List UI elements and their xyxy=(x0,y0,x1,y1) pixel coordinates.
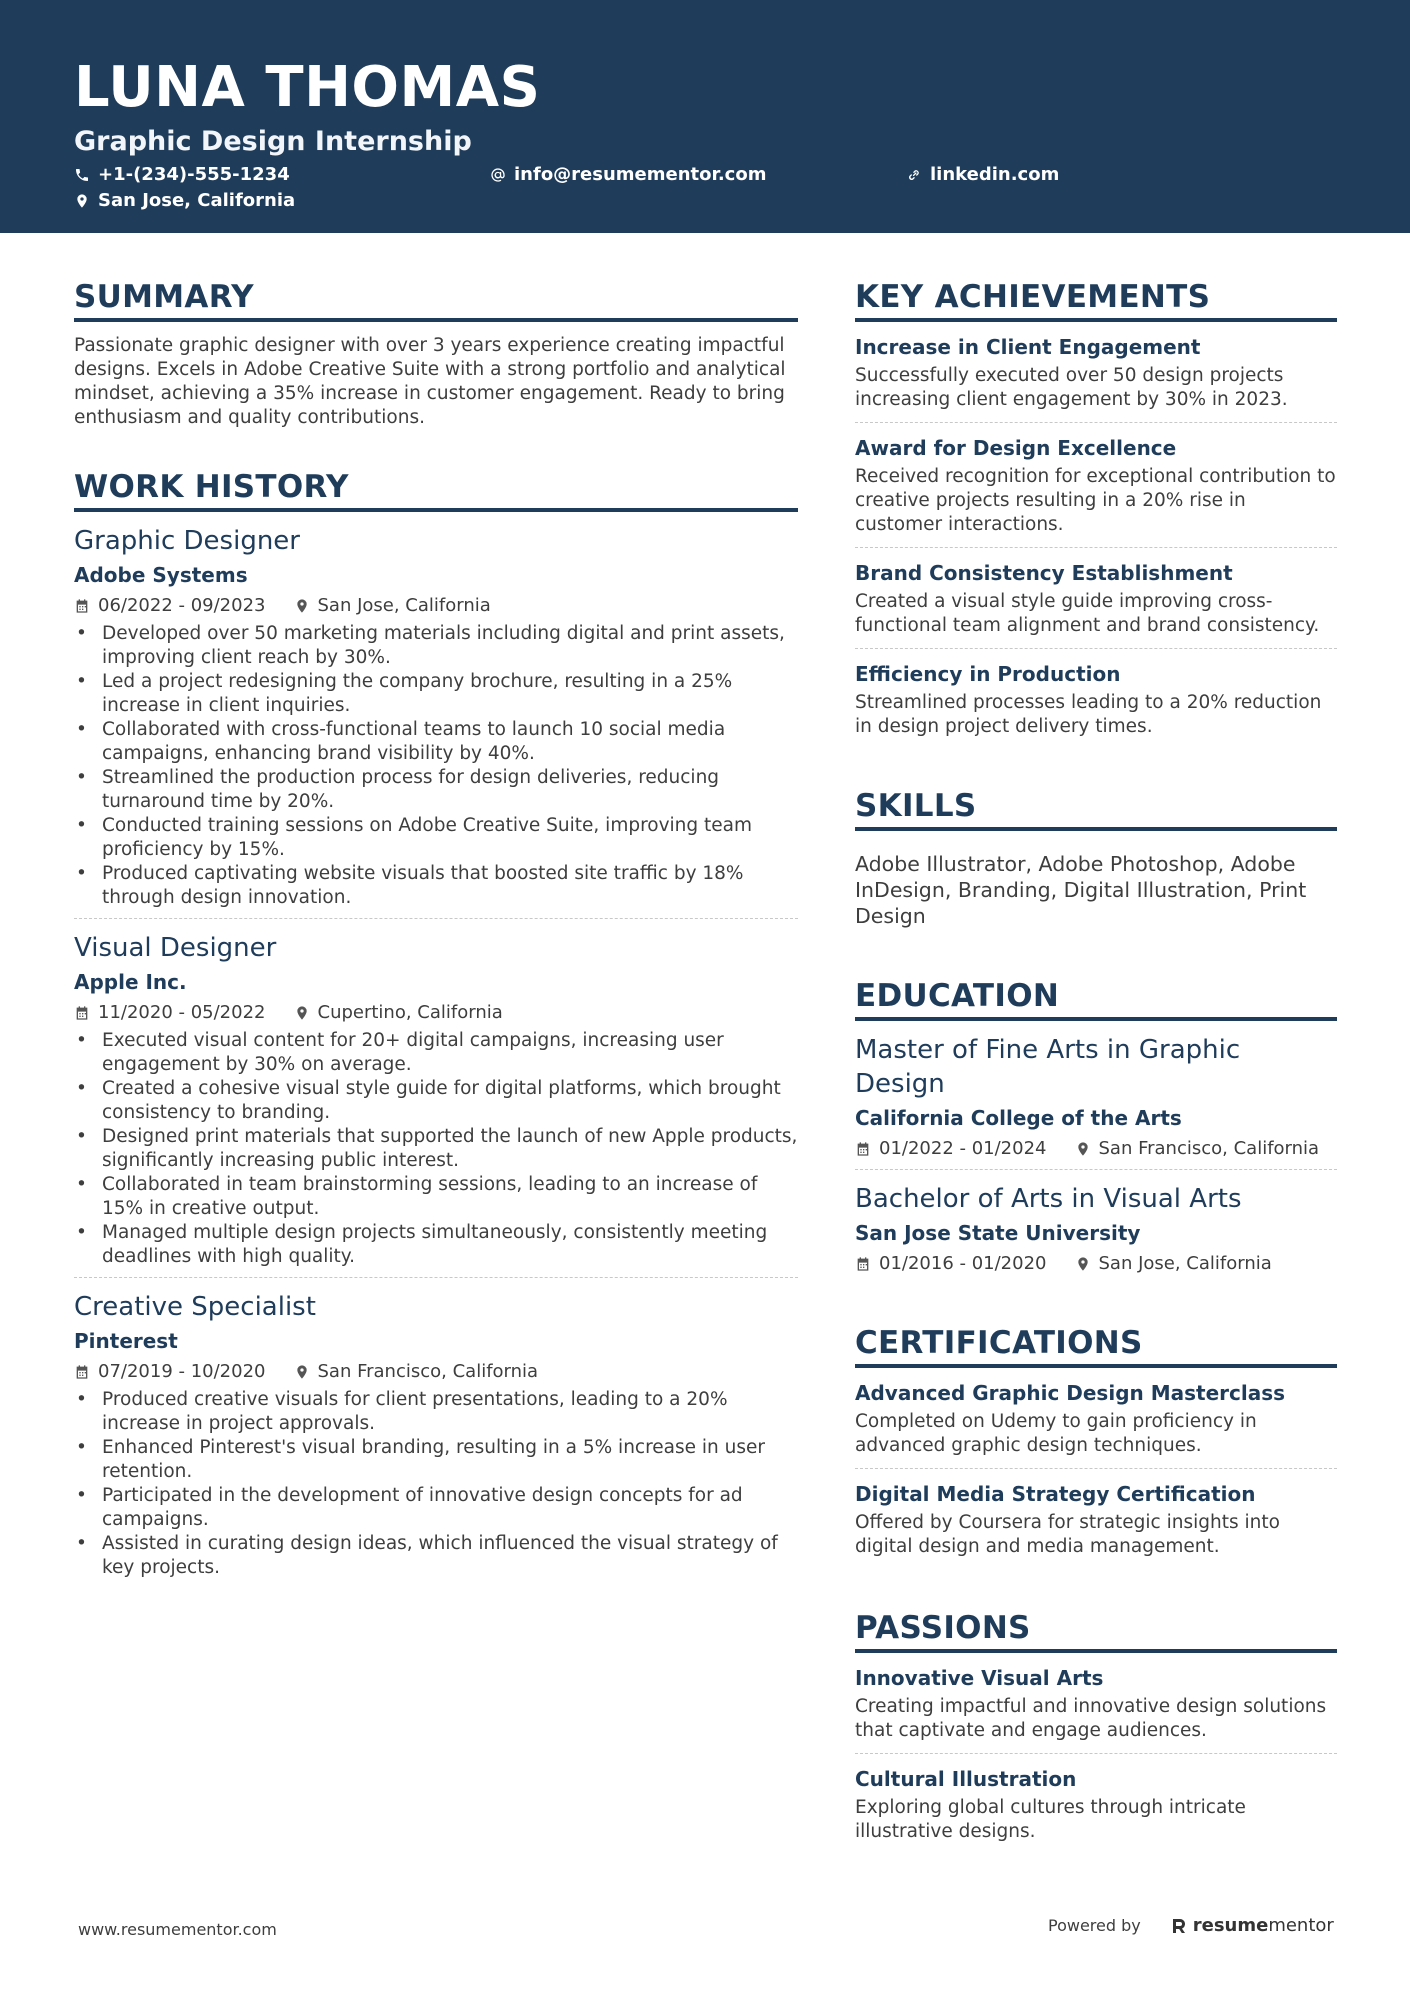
job-title: Creative Specialist xyxy=(74,1292,316,1322)
job-entry xyxy=(74,918,798,1277)
education-item xyxy=(855,1021,1337,1169)
passions-heading: PASSIONS xyxy=(855,1609,1337,1653)
calendar-icon xyxy=(74,1005,90,1021)
passion-desc: Exploring global cultures through intricate illustrative designs. xyxy=(855,1797,1246,1842)
list-item: • Designed print materials that supported the launch of new Apple products, significantly increasing public interest. xyxy=(74,1125,798,1173)
footer-branding xyxy=(1048,1915,1334,1936)
certification-item xyxy=(855,1368,1337,1468)
job-bullets xyxy=(74,1388,798,1580)
link-icon xyxy=(906,167,922,183)
location-pin-icon xyxy=(294,1005,310,1021)
certification-item xyxy=(855,1468,1337,1569)
list-item: • Produced creative visuals for client presentations, leading to a 20% increase in project approvals. xyxy=(74,1388,798,1436)
location-pin-icon xyxy=(1075,1256,1091,1272)
footer-website[interactable]: www.resumementor.com xyxy=(78,1920,277,1939)
list-item: • Created a cohesive visual style guide for digital platforms, which brought consistency to branding. xyxy=(74,1077,798,1125)
skills-heading: SKILLS xyxy=(855,787,1337,831)
linkedin-link[interactable]: linkedin.com xyxy=(930,164,1060,185)
right-column xyxy=(855,278,1337,1890)
degree-title: Master of Fine Arts in Graphic Design xyxy=(855,1035,1241,1099)
email-link[interactable]: info@resumementor.com xyxy=(514,164,767,185)
job-dates: 06/2022 - 09/2023 xyxy=(98,595,266,616)
job-entry xyxy=(74,512,798,918)
education-location: San Francisco, California xyxy=(1098,1138,1320,1159)
brand-light: mentor xyxy=(1268,1915,1334,1936)
achievement-item xyxy=(855,422,1337,547)
job-dates: 07/2019 - 10/2020 xyxy=(98,1361,266,1382)
degree-title: Bachelor of Arts in Visual Arts xyxy=(855,1184,1242,1214)
calendar-icon xyxy=(74,598,90,614)
certifications-section xyxy=(855,1324,1337,1569)
location-pin-icon xyxy=(74,193,90,209)
work-history-heading: WORK HISTORY xyxy=(74,468,798,512)
brand-bold: resume xyxy=(1192,1915,1269,1936)
job-meta xyxy=(74,594,798,618)
location-pin-icon xyxy=(294,1364,310,1380)
calendar-icon xyxy=(855,1256,871,1272)
achievement-desc: Received recognition for exceptional contribution to creative projects resulting in a 20% rise in customer interactions. xyxy=(855,466,1336,535)
skills-section xyxy=(855,787,1337,929)
job-dates: 11/2020 - 05/2022 xyxy=(98,1002,266,1023)
resume-header xyxy=(0,0,1410,233)
education-dates: 01/2022 - 01/2024 xyxy=(879,1138,1047,1159)
company-name: Adobe Systems xyxy=(74,563,248,587)
key-achievements-heading: KEY ACHIEVEMENTS xyxy=(855,278,1337,322)
certifications-heading: CERTIFICATIONS xyxy=(855,1324,1337,1368)
list-item: • Assisted in curating design ideas, which influenced the visual strategy of key projects. xyxy=(74,1532,798,1580)
school-name: San Jose State University xyxy=(855,1221,1141,1245)
skills-list: Adobe Illustrator, Adobe Photoshop, Adobe InDesign, Branding, Digital Illustration, Print Design xyxy=(855,852,1307,928)
list-item: • Collaborated in team brainstorming sessions, leading to an increase of 15% in creative output. xyxy=(74,1173,798,1221)
achievement-item xyxy=(855,648,1337,749)
powered-by-label: Powered by xyxy=(1048,1916,1141,1935)
certification-desc: Offered by Coursera for strategic insights into digital design and media management. xyxy=(855,1512,1280,1557)
at-icon xyxy=(490,167,506,183)
list-item: • Developed over 50 marketing materials including digital and print assets, improving client reach by 30%. xyxy=(74,622,798,670)
certification-desc: Completed on Udemy to gain proficiency in advanced graphic design techniques. xyxy=(855,1411,1257,1456)
location-pin-icon xyxy=(294,598,310,614)
candidate-name: LUNA THOMAS xyxy=(74,55,541,120)
achievement-title: Efficiency in Production xyxy=(855,662,1121,686)
job-title: Graphic Designer xyxy=(74,526,300,556)
job-title: Visual Designer xyxy=(74,933,277,963)
summary-heading: SUMMARY xyxy=(74,278,798,322)
achievement-title: Brand Consistency Establishment xyxy=(855,561,1233,585)
certification-title: Digital Media Strategy Certification xyxy=(855,1482,1256,1506)
education-heading: EDUCATION xyxy=(855,977,1337,1021)
location-text: San Jose, California xyxy=(98,190,296,211)
achievement-item xyxy=(855,547,1337,648)
job-bullets xyxy=(74,622,798,910)
brand-logo-icon xyxy=(1171,1917,1187,1935)
location-pin-icon xyxy=(1075,1141,1091,1157)
contact-location xyxy=(74,190,295,211)
achievement-title: Increase in Client Engagement xyxy=(855,335,1201,359)
passion-item xyxy=(855,1753,1337,1854)
education-location: San Jose, California xyxy=(1098,1253,1272,1274)
certification-title: Advanced Graphic Design Masterclass xyxy=(855,1381,1286,1405)
list-item: • Enhanced Pinterest's visual branding, resulting in a 5% increase in user retention. xyxy=(74,1436,798,1484)
job-location: San Francisco, California xyxy=(317,1361,539,1382)
list-item: • Produced captivating website visuals that boosted site traffic by 18% through design innovation. xyxy=(74,862,798,910)
list-item: • Conducted training sessions on Adobe Creative Suite, improving team proficiency by 15%. xyxy=(74,814,798,862)
work-history-section xyxy=(74,468,798,1588)
phone-text: +1-(234)-555-1234 xyxy=(98,164,290,185)
list-item: • Executed visual content for 20+ digital campaigns, increasing user engagement by 30% on average. xyxy=(74,1029,798,1077)
candidate-title: Graphic Design Internship xyxy=(74,126,472,157)
passions-section xyxy=(855,1609,1337,1854)
passion-desc: Creating impactful and innovative design solutions that captivate and engage audiences. xyxy=(855,1696,1327,1741)
brand-logo[interactable] xyxy=(1171,1915,1334,1936)
education-section xyxy=(855,977,1337,1284)
job-bullets xyxy=(74,1029,798,1269)
calendar-icon xyxy=(855,1141,871,1157)
education-item xyxy=(855,1169,1337,1284)
job-entry xyxy=(74,1277,798,1588)
list-item: • Managed multiple design projects simultaneously, consistently meeting deadlines with high quality. xyxy=(74,1221,798,1269)
job-meta xyxy=(74,1360,798,1384)
achievement-desc: Created a visual style guide improving cross-functional team alignment and brand consistency. xyxy=(855,591,1320,636)
achievement-desc: Streamlined processes leading to a 20% reduction in design project delivery times. xyxy=(855,692,1322,737)
list-item: • Participated in the development of innovative design concepts for ad campaigns. xyxy=(74,1484,798,1532)
passion-title: Cultural Illustration xyxy=(855,1767,1077,1791)
achievement-item xyxy=(855,322,1337,422)
job-location: Cupertino, California xyxy=(317,1002,503,1023)
key-achievements-section xyxy=(855,278,1337,749)
summary-section xyxy=(74,278,798,430)
summary-text: Passionate graphic designer with over 3 years experience creating impactful designs. Excels in Adobe Creative Suite with a strong portfolio and analytical mindset, achieving a 35% increase in customer engagement. Ready to bring enthusiasm and quality contributions. xyxy=(74,335,786,428)
contact-phone xyxy=(74,164,290,185)
achievement-desc: Successfully executed over 50 design projects increasing client engagement by 30% in 2023. xyxy=(855,365,1288,410)
left-column xyxy=(74,278,798,1624)
company-name: Pinterest xyxy=(74,1329,178,1353)
contact-email[interactable] xyxy=(490,164,766,185)
calendar-icon xyxy=(74,1364,90,1380)
list-item: • Streamlined the production process for design deliveries, reducing turnaround time by 20%. xyxy=(74,766,798,814)
passion-title: Innovative Visual Arts xyxy=(855,1666,1104,1690)
school-name: California College of the Arts xyxy=(855,1106,1182,1130)
list-item: • Collaborated with cross-functional teams to launch 10 social media campaigns, enhancing brand visibility by 40%. xyxy=(74,718,798,766)
phone-icon xyxy=(74,167,90,183)
job-location: San Jose, California xyxy=(317,595,491,616)
job-meta xyxy=(74,1001,798,1025)
list-item: • Led a project redesigning the company brochure, resulting in a 25% increase in client inquiries. xyxy=(74,670,798,718)
contact-linkedin[interactable] xyxy=(906,164,1059,185)
education-meta xyxy=(855,1252,1337,1276)
achievement-title: Award for Design Excellence xyxy=(855,436,1177,460)
education-dates: 01/2016 - 01/2020 xyxy=(879,1253,1047,1274)
passion-item xyxy=(855,1653,1337,1753)
company-name: Apple Inc. xyxy=(74,970,187,994)
education-meta xyxy=(855,1137,1337,1161)
